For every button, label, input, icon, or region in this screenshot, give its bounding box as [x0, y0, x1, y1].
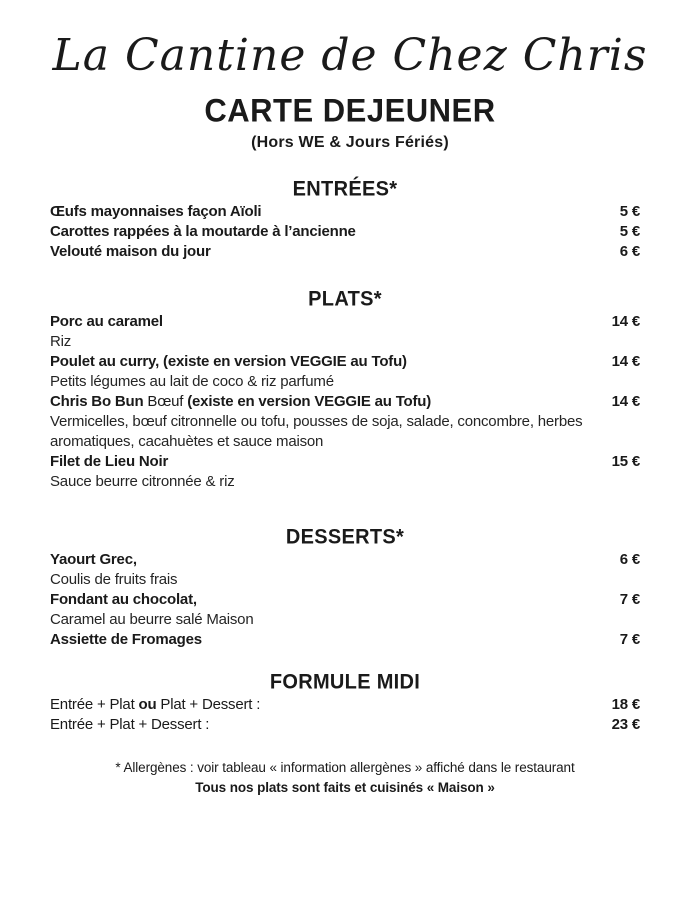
section-plats — [50, 287, 640, 492]
item-name: Yaourt Grec, — [50, 550, 137, 568]
menu-item-row — [50, 590, 640, 610]
menu-item-row — [50, 312, 640, 332]
menu-header — [0, 22, 700, 152]
item-name-segment: ou — [138, 695, 157, 713]
item-name-segment: Entrée + Plat — [50, 695, 139, 713]
menu-item-row — [50, 392, 640, 412]
menu-footer — [50, 758, 640, 798]
item-description-text: Riz — [50, 332, 72, 350]
menu-item-row — [50, 550, 640, 570]
menu-item-row — [50, 452, 640, 472]
menu-item-row — [50, 242, 640, 262]
item-name: Entrée + Plat + Dessert : — [50, 715, 210, 733]
section-heading-desserts: DESSERTS* — [285, 525, 405, 549]
section-formule-midi — [50, 670, 640, 735]
menu-item-row — [50, 695, 640, 715]
section-entrees — [50, 177, 640, 262]
item-name-segment: (existe en version VEGGIE au Tofu) — [187, 392, 432, 410]
item-price: 14 € — [611, 352, 640, 370]
menu-item-description — [50, 432, 640, 452]
footer-allergen-note: * Allergènes : voir tableau « information allergènes » affiché dans le restaurant — [115, 759, 575, 775]
item-description-text: Caramel au beurre salé Maison — [50, 610, 254, 628]
menu-item-description — [50, 570, 640, 590]
item-description-text: Petits légumes au lait de coco & riz parfumé — [50, 372, 334, 390]
item-price: 7 € — [619, 630, 640, 648]
item-price: 14 € — [611, 392, 640, 410]
menu-item-description — [50, 332, 640, 352]
menu-item-description — [50, 412, 640, 432]
item-price: 6 € — [619, 242, 640, 260]
item-description-text: Vermicelles, bœuf citronnelle ou tofu, pousses de soja, salade, concombre, herbes — [50, 412, 583, 430]
menu-item-description — [50, 372, 640, 392]
item-price: 6 € — [619, 550, 640, 568]
item-price: 23 € — [611, 715, 640, 733]
item-name: Assiette de Fromages — [50, 630, 202, 648]
section-desserts — [50, 525, 640, 650]
restaurant-name: La Cantine de Chez Chris — [52, 30, 648, 81]
item-name: Filet de Lieu Noir — [50, 452, 169, 470]
menu-item-row — [50, 222, 640, 242]
item-price: 5 € — [619, 202, 640, 220]
item-name: Poulet au curry, (existe en version VEGGIE au Tofu) — [50, 352, 407, 370]
menu-item-description — [50, 472, 640, 492]
menu-item-row — [50, 630, 640, 650]
menu-item-row — [50, 352, 640, 372]
item-name-segment: Chris Bo Bun — [50, 392, 148, 410]
item-name: Carottes rappées à la moutarde à l’ancienne — [50, 222, 356, 240]
menu-item-row — [50, 715, 640, 735]
menu-note: (Hors WE & Jours Fériés) — [251, 133, 449, 151]
item-name-segment: Plat + Dessert : — [156, 695, 261, 713]
item-description-text: Coulis de fruits frais — [50, 570, 178, 588]
footer-homemade-note: Tous nos plats sont faits et cuisinés « Maison » — [195, 779, 495, 795]
item-description-text: aromatiques, cacahuètes et sauce maison — [50, 432, 324, 450]
item-name — [50, 695, 272, 715]
section-heading-entrees: ENTRÉES* — [292, 177, 398, 201]
menu-body — [0, 177, 700, 798]
menu-item-row — [50, 202, 640, 222]
section-heading-plats: PLATS* — [308, 287, 382, 311]
section-heading-formule-midi: FORMULE MIDI — [269, 670, 421, 694]
item-name-segment: Bœuf — [147, 392, 188, 410]
item-price: 18 € — [611, 695, 640, 713]
item-price: 15 € — [611, 452, 640, 470]
item-price: 7 € — [619, 590, 640, 608]
item-name — [50, 392, 443, 412]
item-price: 5 € — [619, 222, 640, 240]
item-price: 14 € — [611, 312, 640, 330]
item-name: Porc au caramel — [50, 312, 163, 330]
menu-title: CARTE DEJEUNER — [204, 92, 496, 130]
menu-item-description — [50, 610, 640, 630]
item-description-text: Sauce beurre citronnée & riz — [50, 472, 235, 490]
item-name: Velouté maison du jour — [50, 242, 211, 260]
item-name: Œufs mayonnaises façon Aïoli — [50, 202, 262, 220]
item-name: Fondant au chocolat, — [50, 590, 197, 608]
